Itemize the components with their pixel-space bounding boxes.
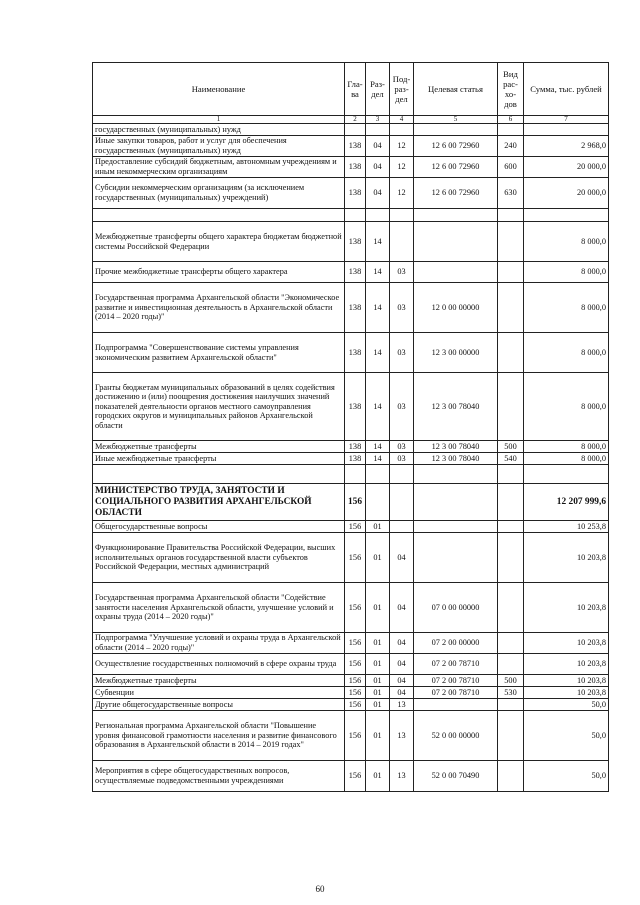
table-row: [93, 484, 609, 521]
row-sum: 20 000,0: [524, 178, 609, 209]
row-razdel: 01: [366, 654, 390, 675]
row-podrazdel: 03: [390, 283, 414, 333]
column-index: 2: [345, 116, 366, 124]
row-name: МИНИСТЕРСТВО ТРУДА, ЗАНЯТОСТИ И СОЦИАЛЬНОГО РАЗВИТИЯ АРХАНГЕЛЬСКОЙ ОБЛАСТИ: [93, 484, 345, 521]
row-expense-type: [498, 262, 524, 283]
row-razdel: 14: [366, 222, 390, 262]
row-expense-type: [498, 583, 524, 633]
row-sum: 50,0: [524, 761, 609, 792]
row-sum: 20 000,0: [524, 157, 609, 178]
row-name: Мероприятия в сфере общегосударственных вопросов, осуществляемые подведомственными учреждениями: [93, 761, 345, 792]
table-row: [93, 373, 609, 441]
row-name: Подпрограмма "Совершенствование системы управления экономическим развитием Архангельской области": [93, 333, 345, 373]
row-name: Межбюджетные трансферты: [93, 441, 345, 453]
empty-cell: [345, 465, 366, 484]
empty-cell: [93, 209, 345, 222]
header-expense-type: Вид рас- хо- дов: [498, 63, 524, 116]
row-expense-type: 500: [498, 675, 524, 687]
row-name: Прочие межбюджетные трансферты общего характера: [93, 262, 345, 283]
row-glava: 138: [345, 333, 366, 373]
header-row: [93, 63, 609, 116]
table-row: [93, 675, 609, 687]
row-podrazdel: 12: [390, 157, 414, 178]
column-index: 7: [524, 116, 609, 124]
empty-cell: [414, 209, 498, 222]
row-expense-type: [498, 633, 524, 654]
row-razdel: 14: [366, 441, 390, 453]
row-name: Иные закупки товаров, работ и услуг для обеспечения государственных (муниципальных) нужд: [93, 136, 345, 157]
row-name: Государственная программа Архангельской области "Содействие занятости населения Архангельской области, улучшение условий и охраны труда (2014 – 2020 годы)": [93, 583, 345, 633]
row-glava: 156: [345, 521, 366, 533]
empty-cell: [366, 465, 390, 484]
row-sum: 8 000,0: [524, 222, 609, 262]
table-row: [93, 262, 609, 283]
row-razdel: 01: [366, 699, 390, 711]
row-glava: 156: [345, 533, 366, 583]
header-razdel: Раз- дел: [366, 63, 390, 116]
row-expense-type: [498, 283, 524, 333]
row-podrazdel: 03: [390, 262, 414, 283]
row-expense-type: [498, 711, 524, 761]
row-target-article: 52 0 00 70490: [414, 761, 498, 792]
row-podrazdel: [390, 124, 414, 136]
spacer-row: [93, 209, 609, 222]
row-glava: 138: [345, 441, 366, 453]
row-glava: 138: [345, 136, 366, 157]
row-target-article: 12 3 00 78040: [414, 441, 498, 453]
row-target-article: 12 0 00 00000: [414, 283, 498, 333]
row-podrazdel: 04: [390, 687, 414, 699]
table-row: [93, 654, 609, 675]
row-target-article: 12 3 00 78040: [414, 453, 498, 465]
row-glava: 156: [345, 675, 366, 687]
row-glava: 156: [345, 711, 366, 761]
row-podrazdel: 12: [390, 136, 414, 157]
row-name: Подпрограмма "Улучшение условий и охраны труда в Архангельской области (2014 – 2020 годы)": [93, 633, 345, 654]
row-glava: 156: [345, 484, 366, 521]
row-podrazdel: 03: [390, 333, 414, 373]
table-row: [93, 633, 609, 654]
table-row: [93, 453, 609, 465]
table-row: [93, 533, 609, 583]
row-target-article: [414, 521, 498, 533]
row-razdel: 01: [366, 675, 390, 687]
row-glava: 156: [345, 687, 366, 699]
row-razdel: 01: [366, 521, 390, 533]
row-expense-type: [498, 124, 524, 136]
table-row: [93, 687, 609, 699]
row-expense-type: [498, 699, 524, 711]
row-target-article: 12 6 00 72960: [414, 157, 498, 178]
row-target-article: 12 6 00 72960: [414, 178, 498, 209]
row-podrazdel: 13: [390, 761, 414, 792]
row-glava: 138: [345, 373, 366, 441]
row-podrazdel: 13: [390, 699, 414, 711]
header-target-article: Целевая статья: [414, 63, 498, 116]
row-name: Субсидии некоммерческим организациям (за исключением государственных (муниципальных) учреждений): [93, 178, 345, 209]
row-sum: 8 000,0: [524, 262, 609, 283]
table-row: [93, 699, 609, 711]
row-podrazdel: [390, 222, 414, 262]
row-target-article: 07 2 00 78710: [414, 687, 498, 699]
row-razdel: 14: [366, 283, 390, 333]
row-expense-type: 600: [498, 157, 524, 178]
row-glava: 138: [345, 262, 366, 283]
empty-cell: [345, 209, 366, 222]
row-expense-type: [498, 333, 524, 373]
table-row: [93, 333, 609, 373]
header-podrazdel: Под- раз- дел: [390, 63, 414, 116]
empty-cell: [524, 209, 609, 222]
table-row: [93, 124, 609, 136]
row-podrazdel: 03: [390, 453, 414, 465]
row-razdel: [366, 484, 390, 521]
row-glava: 156: [345, 654, 366, 675]
column-index: 6: [498, 116, 524, 124]
row-target-article: [414, 484, 498, 521]
row-sum: 8 000,0: [524, 283, 609, 333]
row-podrazdel: 13: [390, 711, 414, 761]
row-podrazdel: 04: [390, 533, 414, 583]
row-razdel: 01: [366, 687, 390, 699]
row-sum: 10 253,8: [524, 521, 609, 533]
row-razdel: 01: [366, 533, 390, 583]
row-razdel: 01: [366, 711, 390, 761]
row-sum: 10 203,8: [524, 533, 609, 583]
empty-cell: [390, 209, 414, 222]
table-row: [93, 136, 609, 157]
budget-table-sheet: [92, 62, 608, 792]
table-row: [93, 583, 609, 633]
row-name: Предоставление субсидий бюджетным, автономным учреждениям и иным некоммерческим организациям: [93, 157, 345, 178]
row-name: государственных (муниципальных) нужд: [93, 124, 345, 136]
row-glava: [345, 124, 366, 136]
row-expense-type: 500: [498, 441, 524, 453]
row-glava: 138: [345, 178, 366, 209]
header-glava: Гла- ва: [345, 63, 366, 116]
row-name: Другие общегосударственные вопросы: [93, 699, 345, 711]
row-razdel: 04: [366, 136, 390, 157]
row-razdel: [366, 124, 390, 136]
row-glava: 138: [345, 157, 366, 178]
page-number: 60: [315, 884, 325, 894]
row-razdel: 04: [366, 157, 390, 178]
row-sum: 10 203,8: [524, 583, 609, 633]
row-expense-type: [498, 222, 524, 262]
row-target-article: [414, 124, 498, 136]
row-expense-type: [498, 373, 524, 441]
row-sum: 8 000,0: [524, 441, 609, 453]
row-target-article: 52 0 00 00000: [414, 711, 498, 761]
row-expense-type: [498, 533, 524, 583]
row-sum: 10 203,8: [524, 687, 609, 699]
row-glava: 156: [345, 761, 366, 792]
table-row: [93, 283, 609, 333]
row-podrazdel: 12: [390, 178, 414, 209]
row-target-article: 07 2 00 78710: [414, 675, 498, 687]
row-name: Общегосударственные вопросы: [93, 521, 345, 533]
column-index-row: [93, 116, 609, 124]
empty-cell: [524, 465, 609, 484]
spacer-row: [93, 465, 609, 484]
row-sum: [524, 124, 609, 136]
row-name: Гранты бюджетам муниципальных образований в целях содействия достижению и (или) поощрения достижения наилучших значений показателей деятельности органов местного самоуправления городских округов и муниципальных районов Архангельской области: [93, 373, 345, 441]
row-sum: 50,0: [524, 711, 609, 761]
row-sum: 10 203,8: [524, 633, 609, 654]
table-row: [93, 222, 609, 262]
row-name: Осуществление государственных полномочий в сфере охраны труда: [93, 654, 345, 675]
row-name: Межбюджетные трансферты: [93, 675, 345, 687]
column-index: 5: [414, 116, 498, 124]
row-razdel: 14: [366, 262, 390, 283]
row-podrazdel: 04: [390, 583, 414, 633]
row-glava: 156: [345, 583, 366, 633]
row-sum: 8 000,0: [524, 373, 609, 441]
table-row: [93, 711, 609, 761]
row-expense-type: [498, 484, 524, 521]
row-glava: 138: [345, 283, 366, 333]
column-index: 3: [366, 116, 390, 124]
row-target-article: 12 3 00 00000: [414, 333, 498, 373]
row-name: Государственная программа Архангельской области "Экономическое развитие и инвестиционная деятельность в Архангельской области (2014 – 2020 годы)": [93, 283, 345, 333]
row-target-article: [414, 699, 498, 711]
row-podrazdel: 04: [390, 675, 414, 687]
row-expense-type: 630: [498, 178, 524, 209]
row-expense-type: [498, 654, 524, 675]
row-name: Функционирование Правительства Российской Федерации, высших исполнительных органов государственной власти субъектов Российской Федерации, местных администраций: [93, 533, 345, 583]
row-podrazdel: 03: [390, 441, 414, 453]
row-expense-type: [498, 521, 524, 533]
empty-cell: [498, 209, 524, 222]
empty-cell: [414, 465, 498, 484]
row-razdel: 01: [366, 761, 390, 792]
table-row: [93, 441, 609, 453]
row-glava: 138: [345, 453, 366, 465]
empty-cell: [498, 465, 524, 484]
row-expense-type: 240: [498, 136, 524, 157]
row-name: Межбюджетные трансферты общего характера бюджетам бюджетной системы Российской Федерации: [93, 222, 345, 262]
row-glava: 138: [345, 222, 366, 262]
row-name: Иные межбюджетные трансферты: [93, 453, 345, 465]
row-target-article: [414, 222, 498, 262]
row-sum: 12 207 999,6: [524, 484, 609, 521]
header-sum: Сумма, тыс. рублей: [524, 63, 609, 116]
row-target-article: [414, 262, 498, 283]
row-sum: 10 203,8: [524, 675, 609, 687]
row-expense-type: 540: [498, 453, 524, 465]
row-razdel: 14: [366, 453, 390, 465]
empty-cell: [366, 209, 390, 222]
row-glava: 156: [345, 633, 366, 654]
row-expense-type: [498, 761, 524, 792]
budget-table: [92, 62, 609, 792]
header-name: Наименование: [93, 63, 345, 116]
row-target-article: 07 0 00 00000: [414, 583, 498, 633]
column-index: 4: [390, 116, 414, 124]
row-podrazdel: 04: [390, 633, 414, 654]
row-name: Региональная программа Архангельской области "Повышение уровня финансовой грамотности населения и развитие финансового образования в Архангельской области в 2014 – 2019 годах": [93, 711, 345, 761]
row-target-article: 07 2 00 00000: [414, 633, 498, 654]
row-razdel: 14: [366, 373, 390, 441]
row-podrazdel: 04: [390, 654, 414, 675]
row-podrazdel: [390, 521, 414, 533]
row-glava: 156: [345, 699, 366, 711]
row-podrazdel: [390, 484, 414, 521]
row-razdel: 14: [366, 333, 390, 373]
row-expense-type: 530: [498, 687, 524, 699]
row-target-article: [414, 533, 498, 583]
empty-cell: [390, 465, 414, 484]
empty-cell: [93, 465, 345, 484]
row-razdel: 04: [366, 178, 390, 209]
table-row: [93, 521, 609, 533]
row-sum: 8 000,0: [524, 453, 609, 465]
table-row: [93, 761, 609, 792]
column-index: 1: [93, 116, 345, 124]
row-target-article: 12 3 00 78040: [414, 373, 498, 441]
row-sum: 2 968,0: [524, 136, 609, 157]
table-body: [93, 124, 609, 792]
row-target-article: 12 6 00 72960: [414, 136, 498, 157]
row-podrazdel: 03: [390, 373, 414, 441]
row-sum: 50,0: [524, 699, 609, 711]
row-razdel: 01: [366, 583, 390, 633]
row-name: Субвенции: [93, 687, 345, 699]
row-razdel: 01: [366, 633, 390, 654]
row-target-article: 07 2 00 78710: [414, 654, 498, 675]
row-sum: 8 000,0: [524, 333, 609, 373]
table-row: [93, 178, 609, 209]
table-row: [93, 157, 609, 178]
row-sum: 10 203,8: [524, 654, 609, 675]
